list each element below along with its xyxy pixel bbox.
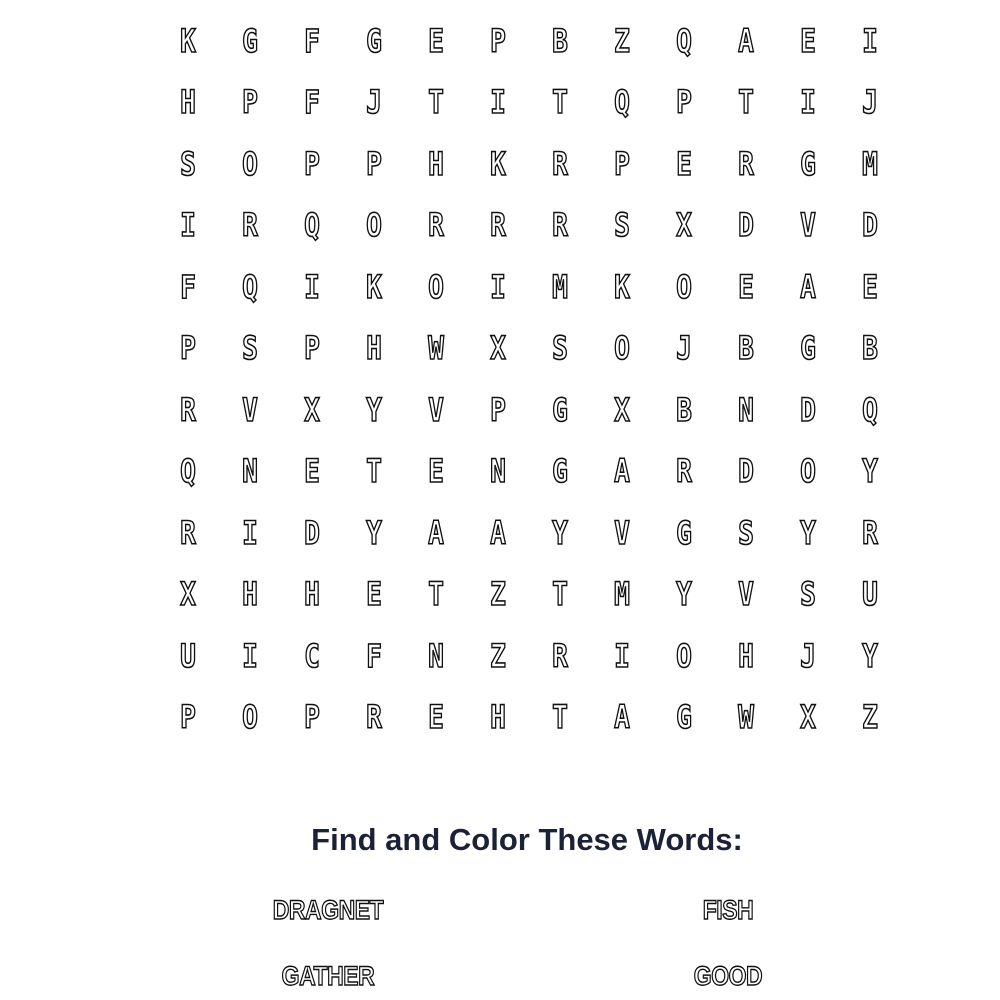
word-item: FISH [702,895,754,925]
grid-letter[interactable]: K [366,267,382,306]
grid-letter[interactable]: T [738,83,754,122]
grid-letter[interactable]: Y [800,513,816,552]
grid-letter[interactable]: V [614,513,630,552]
grid-letter[interactable]: P [490,21,506,60]
grid-letter[interactable]: T [366,452,382,491]
grid-letter[interactable]: Y [862,636,878,675]
grid-letter[interactable]: G [676,698,692,737]
grid-letter[interactable]: O [676,636,692,675]
grid-letter[interactable]: T [428,83,444,122]
grid-letter[interactable]: U [862,575,878,614]
grid-letter[interactable]: R [676,452,692,491]
grid-letter[interactable]: O [242,144,258,183]
grid-letter[interactable]: Y [862,452,878,491]
grid-letter[interactable]: R [552,636,568,675]
grid-letter[interactable]: P [614,144,630,183]
grid-letter[interactable]: O [614,329,630,368]
grid-letter[interactable]: H [428,144,444,183]
grid-letter[interactable]: P [676,83,692,122]
grid-letter[interactable]: T [428,575,444,614]
grid-letter[interactable]: E [428,452,444,491]
grid-letter[interactable]: X [614,390,630,429]
grid-letter[interactable]: X [304,390,320,429]
grid-letter[interactable]: A [614,452,630,491]
grid-letter[interactable]: Q [614,83,630,122]
grid-letter[interactable]: Q [242,267,258,306]
grid-letter[interactable]: Q [180,452,196,491]
grid-letter[interactable]: F [304,21,320,60]
grid-letter[interactable]: I [180,206,196,245]
word-item: DRAGNET [272,895,384,925]
grid-letter[interactable]: I [242,513,258,552]
grid-letter[interactable]: D [862,206,878,245]
grid-letter[interactable]: P [490,390,506,429]
grid-letter[interactable]: P [304,329,320,368]
grid-letter[interactable]: G [800,144,816,183]
grid-letter[interactable]: D [800,390,816,429]
grid-letter[interactable]: P [366,144,382,183]
grid-letter[interactable]: O [366,206,382,245]
grid-letter[interactable]: X [180,575,196,614]
grid-letter[interactable]: G [800,329,816,368]
grid-letter[interactable]: T [552,83,568,122]
grid-letter[interactable]: X [800,698,816,737]
grid-letter[interactable]: S [242,329,258,368]
grid-letter[interactable]: Q [676,21,692,60]
grid-letter[interactable]: X [676,206,692,245]
grid-letter[interactable]: B [738,329,754,368]
grid-letter[interactable]: H [304,575,320,614]
grid-letter[interactable]: G [242,21,258,60]
grid-letter[interactable]: R [552,206,568,245]
grid-letter[interactable]: K [180,21,196,60]
grid-letter[interactable]: N [428,636,444,675]
grid-letter[interactable]: R [862,513,878,552]
grid-letter[interactable]: G [366,21,382,60]
grid-letter[interactable]: J [862,83,878,122]
grid-letter[interactable]: M [552,267,568,306]
word-item: GOOD [693,961,763,991]
grid-letter[interactable]: B [552,21,568,60]
grid-letter[interactable]: Y [552,513,568,552]
grid-letter[interactable]: I [862,21,878,60]
grid-letter[interactable]: R [552,144,568,183]
grid-letter[interactable]: C [304,636,320,675]
grid-letter[interactable]: J [366,83,382,122]
grid-letter[interactable]: A [428,513,444,552]
grid-letter[interactable]: V [800,206,816,245]
grid-letter[interactable]: O [800,452,816,491]
grid-letter[interactable]: O [242,698,258,737]
grid-letter[interactable]: P [304,144,320,183]
grid-letter[interactable]: S [552,329,568,368]
grid-letter[interactable]: N [242,452,258,491]
grid-letter[interactable]: R [428,206,444,245]
grid-letter[interactable]: V [242,390,258,429]
grid-letter[interactable]: G [676,513,692,552]
grid-letter[interactable]: H [738,636,754,675]
grid-letter[interactable]: R [738,144,754,183]
grid-letter[interactable]: T [552,575,568,614]
grid-letter[interactable]: W [738,698,754,737]
grid-letter[interactable]: M [862,144,878,183]
grid-letter[interactable]: S [738,513,754,552]
grid-letter[interactable]: P [180,698,196,737]
grid-letter[interactable]: V [428,390,444,429]
grid-letter[interactable]: H [490,698,506,737]
grid-letter[interactable]: J [800,636,816,675]
grid-letter[interactable]: I [614,636,630,675]
grid-letter[interactable]: G [552,390,568,429]
grid-letter[interactable]: H [242,575,258,614]
grid-letter[interactable]: U [180,636,196,675]
letter-grid [157,10,901,748]
grid-letter[interactable]: X [490,329,506,368]
grid-letter[interactable]: E [428,21,444,60]
grid-letter[interactable]: E [676,144,692,183]
word-list-heading: Find and Color These Words: [311,822,743,857]
grid-letter[interactable]: G [552,452,568,491]
grid-letter[interactable]: I [490,267,506,306]
grid-letter[interactable]: S [614,206,630,245]
grid-letter[interactable]: S [180,144,196,183]
grid-letter[interactable]: A [490,513,506,552]
grid-letter[interactable]: Z [490,575,506,614]
grid-letter[interactable]: P [180,329,196,368]
grid-letter[interactable]: W [428,329,444,368]
grid-letter[interactable]: Q [304,206,320,245]
grid-letter[interactable]: I [304,267,320,306]
grid-letter[interactable]: R [242,206,258,245]
grid-letter[interactable]: B [862,329,878,368]
grid-letter[interactable]: O [676,267,692,306]
grid-letter[interactable]: Y [676,575,692,614]
grid-letter[interactable]: H [180,83,196,122]
grid-letter[interactable]: E [800,21,816,60]
grid-letter[interactable]: P [304,698,320,737]
grid-letter[interactable]: Z [862,698,878,737]
grid-letter[interactable]: K [490,144,506,183]
word-item: GATHER [281,961,375,991]
grid-letter[interactable]: I [490,83,506,122]
grid-letter[interactable]: Z [490,636,506,675]
grid-letter[interactable]: A [614,698,630,737]
grid-letter[interactable]: Q [862,390,878,429]
grid-letter[interactable]: D [738,206,754,245]
grid-letter[interactable]: R [180,513,196,552]
grid-letter[interactable]: E [428,698,444,737]
grid-letter[interactable]: O [428,267,444,306]
grid-letter[interactable]: J [676,329,692,368]
grid-letter[interactable]: I [800,83,816,122]
grid-letter[interactable]: A [800,267,816,306]
grid-letter[interactable]: P [242,83,258,122]
grid-letter[interactable]: A [738,21,754,60]
grid-letter[interactable]: Y [366,513,382,552]
grid-letter[interactable]: F [180,267,196,306]
grid-letter[interactable]: H [366,329,382,368]
grid-letter[interactable]: F [304,83,320,122]
grid-letter[interactable]: R [180,390,196,429]
grid-letter[interactable]: I [242,636,258,675]
grid-letter[interactable]: N [738,390,754,429]
grid-letter[interactable]: S [800,575,816,614]
grid-letter[interactable]: M [614,575,630,614]
grid-letter[interactable]: T [552,698,568,737]
grid-letter[interactable]: N [490,452,506,491]
grid-letter[interactable]: E [738,267,754,306]
grid-letter[interactable]: R [366,698,382,737]
grid-letter[interactable]: E [304,452,320,491]
grid-letter[interactable]: D [304,513,320,552]
grid-letter[interactable]: D [738,452,754,491]
grid-letter[interactable]: B [676,390,692,429]
grid-letter[interactable]: Y [366,390,382,429]
grid-letter[interactable]: V [738,575,754,614]
grid-letter[interactable]: F [366,636,382,675]
grid-letter[interactable]: Z [614,21,630,60]
grid-letter[interactable]: R [490,206,506,245]
grid-letter[interactable]: E [366,575,382,614]
grid-letter[interactable]: K [614,267,630,306]
grid-letter[interactable]: E [862,267,878,306]
